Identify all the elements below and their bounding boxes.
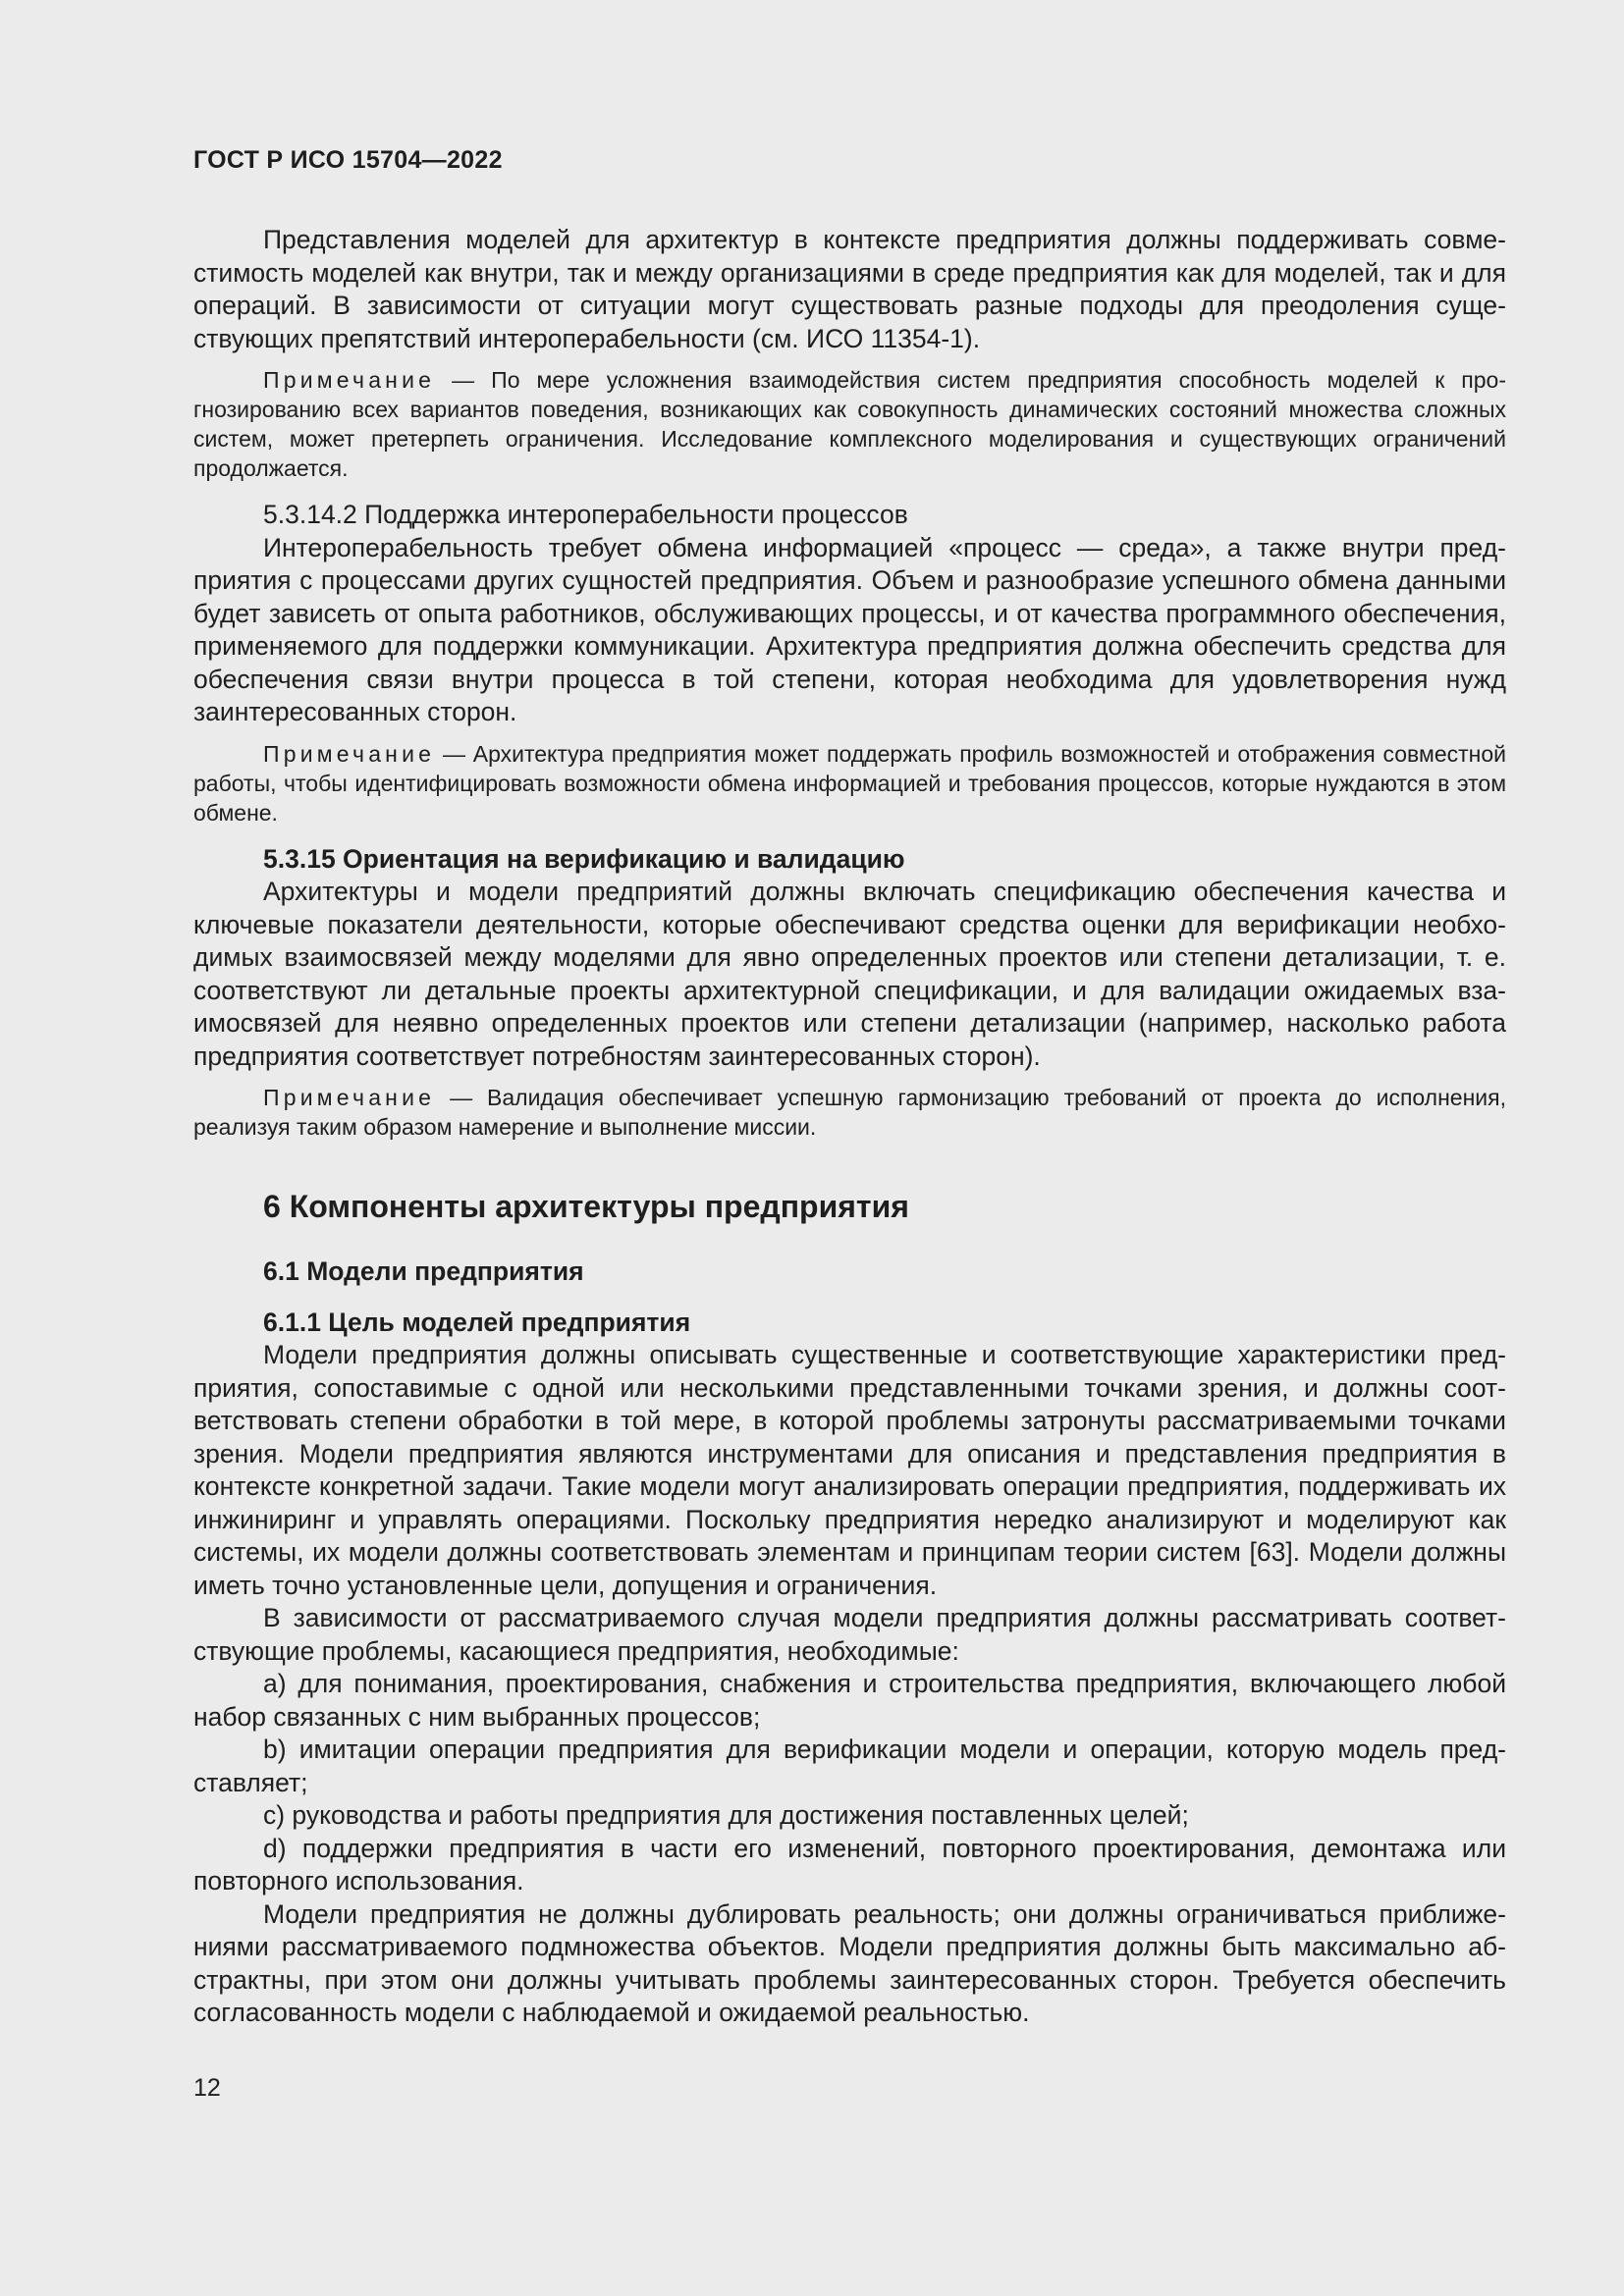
paragraph: Модели предприятия не должны дублировать реальность; они должны ограничиваться приближениями рассматриваемого подмножества объектов. Модели предприятия должны быть максимально абстрактны, при этом они должны учитывать проблемы заинтересованных сторон. Требуется обеспечить согласованность модели с наблюдаемой и ожидаемой реальностью. — [193, 1898, 1506, 2027]
list-item: d) поддержки предприятия в части его изменений, повторного проектирования, демонтажа или повторного использования. — [193, 1833, 1506, 1896]
subsection-heading: 6.1 Модели предприятия — [263, 1256, 584, 1286]
list-item: b) имитации операции предприятия для верификации модели и операции, которую модель представляет; — [193, 1735, 1506, 1797]
paragraph: Модели предприятия должны описывать существенные и соответствующие характеристики предприятия, сопоставимые с одной или несколькими представленными точками зрения, и должны соответствовать степени обработки в той мере, в которой проблемы затронуты рассматриваемыми точками зрения. Модели предприятия являются инструментами для описания и представления предприятия в контексте конкретной задачи. Такие модели могут анализировать операции предприятия, поддерживать их инжиниринг и управлять операциями. Поскольку предприятия нередко анализируют и моделируют как системы, их модели должны соответствовать элементам и принципам теории систем [63]. Модели должны иметь точно установленные цели, допущения и ограничения. — [193, 1340, 1506, 1600]
note-text: — По мере усложнения взаимодействия систем предприятия способность моделей к прогнозированию всех вариантов поведения, возникающих как совокупность динамических состояний множества сложных систем, может претерпеть ограничения. Исследование комплексного моделирования и существующих ограничений продолжается. — [193, 367, 1506, 481]
document-body — [193, 224, 1506, 2030]
subsection-heading: 6.1.1 Цель моделей предприятия — [263, 1307, 691, 1337]
section-heading: 6 Компоненты архитектуры предприятия — [263, 1189, 909, 1224]
page-number: 12 — [193, 2074, 221, 2102]
note — [193, 1083, 1506, 1142]
note-text: — Валидация обеспечивает успешную гармонизацию требований от проекта до исполнения, реализуя таким образом намерение и выполнение миссии. — [193, 1085, 1506, 1140]
note-label: Примечание — [263, 1085, 436, 1110]
note — [193, 365, 1506, 483]
subsection-heading: 5.3.14.2 Поддержка интероперабельности процессов — [263, 500, 908, 529]
paragraph: Архитектуры и модели предприятий должны включать спецификацию обеспечения качества и ключевые показатели деятельности, которые обеспечивают средства оценки для верификации необходимых взаимосвязей между моделями для явно определенных проектов или степени детализации, т. е. соответствуют ли детальные проекты архитектурной спецификации, и для валидации ожидаемых взаимосвязей для неявно определенных проектов или степени детализации (например, насколько работа предприятия соответствует потребностям заинтересованных сторон). — [193, 877, 1506, 1071]
paragraph: Представления моделей для архитектур в контексте предприятия должны поддерживать совместимость моделей как внутри, так и между организациями в среде предприятия как для моделей, так и для операций. В зависимости от ситуации могут существовать разные подходы для преодоления существующих препятствий интероперабельности (см. ИСО 11354-1). — [193, 225, 1506, 353]
paragraph: В зависимости от рассматриваемого случая модели предприятия должны рассматривать соответствующие проблемы, касающиеся предприятия, необходимые: — [193, 1603, 1506, 1666]
note — [193, 739, 1506, 828]
note-text: — Архитектура предприятия может поддержать профиль возможностей и отображения совместной работы, чтобы идентифицировать возможности обмена информацией и требования процессов, которые нуждаются в этом обмене. — [193, 740, 1506, 826]
list-item: а) для понимания, проектирования, снабжения и строительства предприятия, включающего любой набор связанных с ним выбранных процессов; — [193, 1669, 1506, 1732]
list-item: c) руководства и работы предприятия для достижения поставленных целей; — [263, 1800, 1189, 1830]
document-header: ГОСТ Р ИСО 15704—2022 — [193, 146, 503, 174]
note-label: Примечание — [263, 367, 436, 393]
note-label: Примечание — [263, 740, 436, 767]
paragraph: Интероперабельность требует обмена информацией «процесс — среда», а также внутри предприятия с процессами других сущностей предприятия. Объем и разнообразие успешного обмена данными будет зависеть от опыта работников, обслуживающих процессы, и от качества программного обеспечения, применяемого для поддержки коммуникации. Архитектура предприятия должна обеспечить средства для обеспечения связи внутри процесса в той степени, которая необходима для удовлетворения нужд заинтересованных сторон. — [193, 532, 1506, 726]
subsection-heading: 5.3.15 Ориентация на верификацию и валидацию — [263, 843, 905, 874]
